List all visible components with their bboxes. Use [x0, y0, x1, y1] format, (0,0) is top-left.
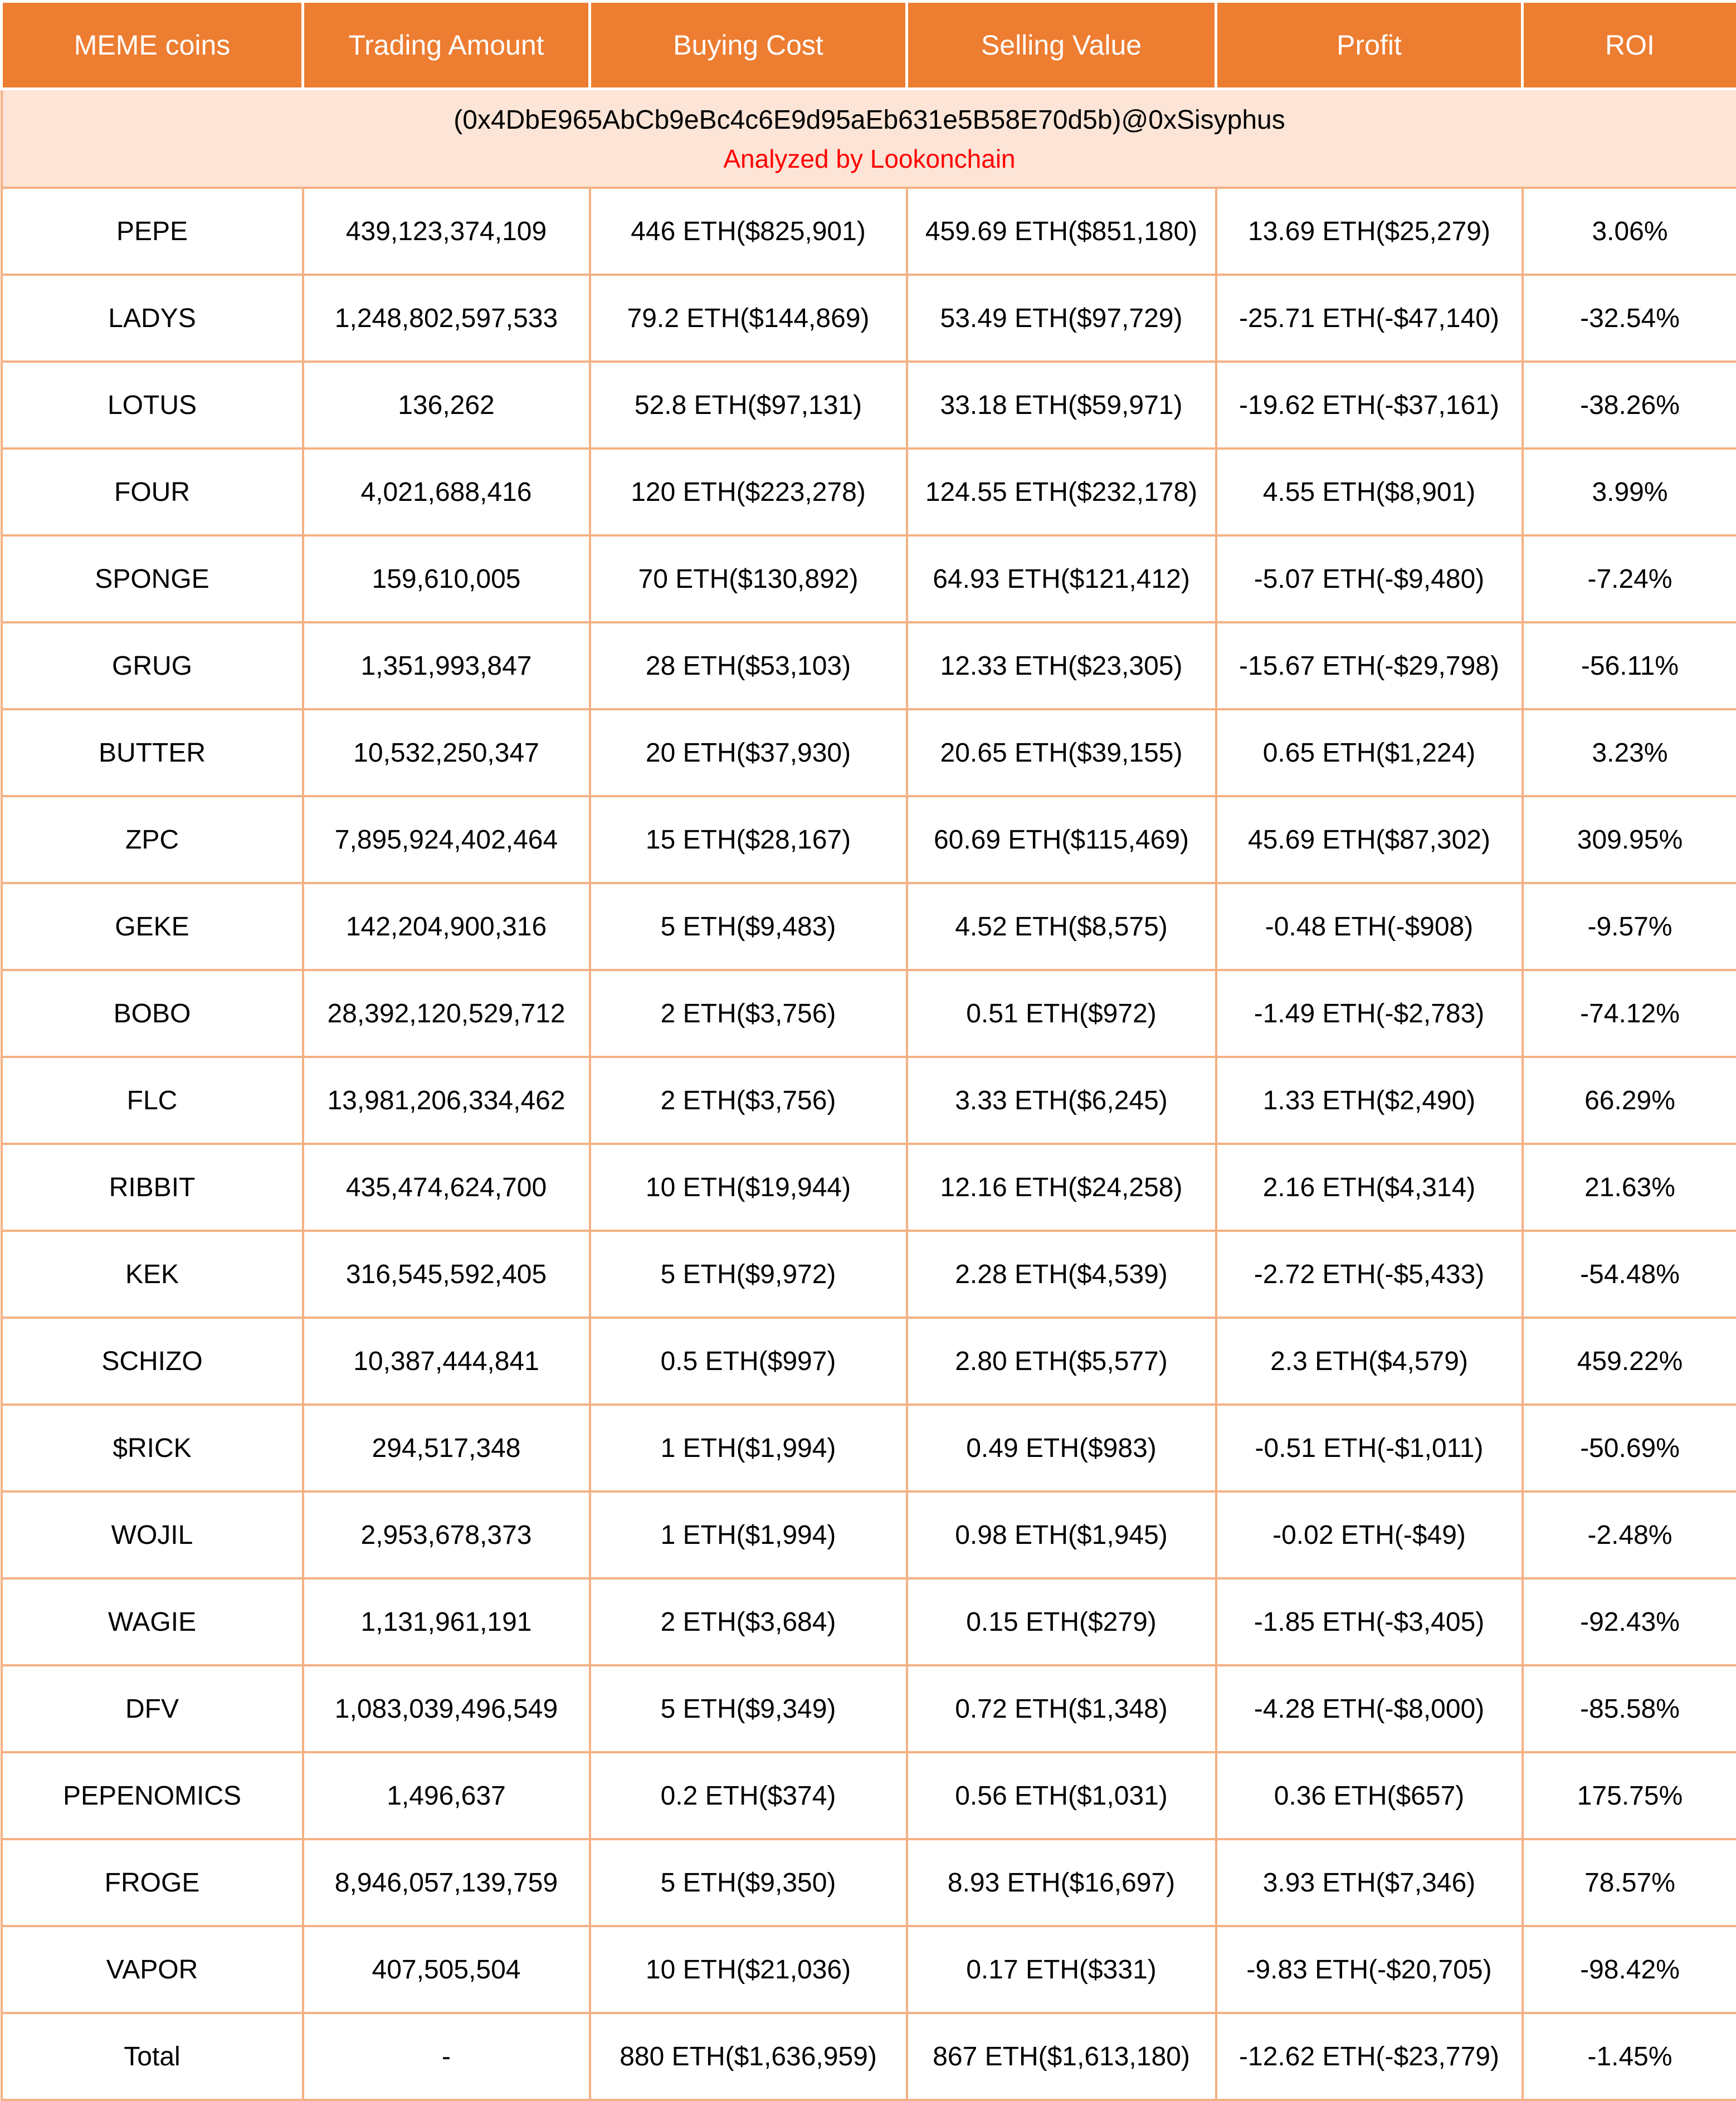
- column-header-selling-value: Selling Value: [907, 2, 1216, 89]
- cell-selling-value: 3.33 ETH($6,245): [907, 1057, 1216, 1144]
- cell-buying-cost: 10 ETH($19,944): [590, 1144, 907, 1231]
- cell-selling-value: 0.56 ETH($1,031): [907, 1752, 1216, 1839]
- column-header-profit: Profit: [1216, 2, 1523, 89]
- cell-selling-value: 124.55 ETH($232,178): [907, 449, 1216, 535]
- cell-profit: -25.71 ETH(-$47,140): [1216, 275, 1523, 362]
- cell-trading-amount: 4,021,688,416: [303, 449, 590, 535]
- cell-selling-value: 0.15 ETH($279): [907, 1578, 1216, 1665]
- cell-coin: LADYS: [2, 275, 303, 362]
- cell-buying-cost: 0.5 ETH($997): [590, 1318, 907, 1405]
- subheader-row: [2, 89, 1736, 188]
- analyzed-by-credit: Analyzed by Lookonchain: [3, 145, 1736, 173]
- cell-buying-cost: 20 ETH($37,930): [590, 709, 907, 796]
- cell-selling-value: 53.49 ETH($97,729): [907, 275, 1216, 362]
- cell-selling-value: 12.33 ETH($23,305): [907, 622, 1216, 709]
- cell-roi: 78.57%: [1523, 1839, 1736, 1926]
- cell-roi: 175.75%: [1523, 1752, 1736, 1839]
- cell-buying-cost: 2 ETH($3,756): [590, 1057, 907, 1144]
- cell-roi: 21.63%: [1523, 1144, 1736, 1231]
- row-sponge: [2, 535, 1736, 622]
- cell-selling-value: 459.69 ETH($851,180): [907, 188, 1216, 275]
- cell-coin: SCHIZO: [2, 1318, 303, 1405]
- cell-selling-value: 0.49 ETH($983): [907, 1405, 1216, 1491]
- cell-coin: $RICK: [2, 1405, 303, 1491]
- cell-selling-value: 64.93 ETH($121,412): [907, 535, 1216, 622]
- cell-buying-cost: 5 ETH($9,349): [590, 1665, 907, 1752]
- wallet-address: (0x4DbE965AbCb9eBc4c6E9d95aEb631e5B58E70d5b)@0xSisyphus: [3, 104, 1736, 137]
- cell-selling-value: 867 ETH($1,613,180): [907, 2013, 1216, 2100]
- cell-roi: -9.57%: [1523, 883, 1736, 970]
- cell-profit: -5.07 ETH(-$9,480): [1216, 535, 1523, 622]
- cell-roi: -7.24%: [1523, 535, 1736, 622]
- cell-trading-amount: 142,204,900,316: [303, 883, 590, 970]
- cell-trading-amount: 10,532,250,347: [303, 709, 590, 796]
- cell-buying-cost: 10 ETH($21,036): [590, 1926, 907, 2013]
- row-dfv: [2, 1665, 1736, 1752]
- row-geke: [2, 883, 1736, 970]
- cell-roi: -54.48%: [1523, 1231, 1736, 1318]
- cell-roi: 309.95%: [1523, 796, 1736, 883]
- cell-buying-cost: 5 ETH($9,483): [590, 883, 907, 970]
- row-four: [2, 449, 1736, 535]
- cell-roi: -92.43%: [1523, 1578, 1736, 1665]
- cell-buying-cost: 70 ETH($130,892): [590, 535, 907, 622]
- cell-roi: 3.23%: [1523, 709, 1736, 796]
- cell-roi: -1.45%: [1523, 2013, 1736, 2100]
- cell-coin: RIBBIT: [2, 1144, 303, 1231]
- subheader-cell: [2, 89, 1736, 188]
- row-vapor: [2, 1926, 1736, 2013]
- column-header-roi: ROI: [1523, 2, 1736, 89]
- cell-coin: KEK: [2, 1231, 303, 1318]
- cell-profit: 45.69 ETH($87,302): [1216, 796, 1523, 883]
- cell-coin: DFV: [2, 1665, 303, 1752]
- row-wagie: [2, 1578, 1736, 1665]
- cell-roi: -74.12%: [1523, 970, 1736, 1057]
- row-rick: [2, 1405, 1736, 1491]
- cell-selling-value: 33.18 ETH($59,971): [907, 362, 1216, 449]
- cell-profit: 0.65 ETH($1,224): [1216, 709, 1523, 796]
- cell-roi: -38.26%: [1523, 362, 1736, 449]
- cell-buying-cost: 2 ETH($3,756): [590, 970, 907, 1057]
- cell-roi: 3.06%: [1523, 188, 1736, 275]
- cell-trading-amount: 2,953,678,373: [303, 1491, 590, 1578]
- cell-trading-amount: 1,496,637: [303, 1752, 590, 1839]
- cell-coin: VAPOR: [2, 1926, 303, 2013]
- row-bobo: [2, 970, 1736, 1057]
- cell-roi: -2.48%: [1523, 1491, 1736, 1578]
- cell-profit: -1.85 ETH(-$3,405): [1216, 1578, 1523, 1665]
- cell-trading-amount: 8,946,057,139,759: [303, 1839, 590, 1926]
- cell-buying-cost: 79.2 ETH($144,869): [590, 275, 907, 362]
- cell-buying-cost: 1 ETH($1,994): [590, 1405, 907, 1491]
- column-header-trading-amount: Trading Amount: [303, 2, 590, 89]
- cell-buying-cost: 28 ETH($53,103): [590, 622, 907, 709]
- cell-buying-cost: 0.2 ETH($374): [590, 1752, 907, 1839]
- cell-trading-amount: 10,387,444,841: [303, 1318, 590, 1405]
- cell-trading-amount: 7,895,924,402,464: [303, 796, 590, 883]
- cell-roi: -98.42%: [1523, 1926, 1736, 2013]
- cell-coin: WAGIE: [2, 1578, 303, 1665]
- cell-selling-value: 2.28 ETH($4,539): [907, 1231, 1216, 1318]
- cell-coin: PEPE: [2, 188, 303, 275]
- cell-coin: BUTTER: [2, 709, 303, 796]
- cell-trading-amount: 1,131,961,191: [303, 1578, 590, 1665]
- cell-coin: FROGE: [2, 1839, 303, 1926]
- cell-coin: GRUG: [2, 622, 303, 709]
- cell-buying-cost: 1 ETH($1,994): [590, 1491, 907, 1578]
- cell-profit: 3.93 ETH($7,346): [1216, 1839, 1523, 1926]
- total-row: [2, 2013, 1736, 2100]
- cell-profit: -0.02 ETH(-$49): [1216, 1491, 1523, 1578]
- cell-trading-amount: 435,474,624,700: [303, 1144, 590, 1231]
- cell-profit: -19.62 ETH(-$37,161): [1216, 362, 1523, 449]
- cell-profit: 4.55 ETH($8,901): [1216, 449, 1523, 535]
- cell-buying-cost: 5 ETH($9,972): [590, 1231, 907, 1318]
- cell-trading-amount: 316,545,592,405: [303, 1231, 590, 1318]
- cell-profit: 13.69 ETH($25,279): [1216, 188, 1523, 275]
- cell-trading-amount: 1,248,802,597,533: [303, 275, 590, 362]
- cell-selling-value: 20.65 ETH($39,155): [907, 709, 1216, 796]
- row-schizo: [2, 1318, 1736, 1405]
- cell-selling-value: 0.51 ETH($972): [907, 970, 1216, 1057]
- cell-trading-amount: -: [303, 2013, 590, 2100]
- row-pepe: [2, 188, 1736, 275]
- cell-profit: 1.33 ETH($2,490): [1216, 1057, 1523, 1144]
- cell-profit: 2.16 ETH($4,314): [1216, 1144, 1523, 1231]
- row-ribbit: [2, 1144, 1736, 1231]
- cell-trading-amount: 13,981,206,334,462: [303, 1057, 590, 1144]
- cell-coin: WOJIL: [2, 1491, 303, 1578]
- cell-trading-amount: 439,123,374,109: [303, 188, 590, 275]
- cell-roi: 66.29%: [1523, 1057, 1736, 1144]
- cell-trading-amount: 294,517,348: [303, 1405, 590, 1491]
- cell-profit: -15.67 ETH(-$29,798): [1216, 622, 1523, 709]
- cell-profit: 0.36 ETH($657): [1216, 1752, 1523, 1839]
- cell-profit: -0.48 ETH(-$908): [1216, 883, 1523, 970]
- cell-trading-amount: 136,262: [303, 362, 590, 449]
- row-flc: [2, 1057, 1736, 1144]
- cell-roi: -85.58%: [1523, 1665, 1736, 1752]
- cell-coin: ZPC: [2, 796, 303, 883]
- cell-profit: -9.83 ETH(-$20,705): [1216, 1926, 1523, 2013]
- cell-coin: GEKE: [2, 883, 303, 970]
- column-header-buying-cost: Buying Cost: [590, 2, 907, 89]
- cell-profit: -1.49 ETH(-$2,783): [1216, 970, 1523, 1057]
- cell-buying-cost: 880 ETH($1,636,959): [590, 2013, 907, 2100]
- row-wojil: [2, 1491, 1736, 1578]
- cell-profit: -4.28 ETH(-$8,000): [1216, 1665, 1523, 1752]
- cell-selling-value: 8.93 ETH($16,697): [907, 1839, 1216, 1926]
- cell-selling-value: 12.16 ETH($24,258): [907, 1144, 1216, 1231]
- cell-roi: 3.99%: [1523, 449, 1736, 535]
- cell-coin: SPONGE: [2, 535, 303, 622]
- row-froge: [2, 1839, 1736, 1926]
- cell-selling-value: 0.98 ETH($1,945): [907, 1491, 1216, 1578]
- cell-buying-cost: 446 ETH($825,901): [590, 188, 907, 275]
- row-kek: [2, 1231, 1736, 1318]
- cell-coin: LOTUS: [2, 362, 303, 449]
- cell-buying-cost: 5 ETH($9,350): [590, 1839, 907, 1926]
- cell-coin: Total: [2, 2013, 303, 2100]
- cell-trading-amount: 1,083,039,496,549: [303, 1665, 590, 1752]
- row-butter: [2, 709, 1736, 796]
- cell-trading-amount: 28,392,120,529,712: [303, 970, 590, 1057]
- cell-coin: PEPENOMICS: [2, 1752, 303, 1839]
- cell-trading-amount: 159,610,005: [303, 535, 590, 622]
- cell-buying-cost: 15 ETH($28,167): [590, 796, 907, 883]
- cell-trading-amount: 407,505,504: [303, 1926, 590, 2013]
- cell-profit: -12.62 ETH(-$23,779): [1216, 2013, 1523, 2100]
- cell-selling-value: 4.52 ETH($8,575): [907, 883, 1216, 970]
- cell-roi: 459.22%: [1523, 1318, 1736, 1405]
- cell-profit: 2.3 ETH($4,579): [1216, 1318, 1523, 1405]
- cell-selling-value: 2.80 ETH($5,577): [907, 1318, 1216, 1405]
- column-header-meme-coins: MEME coins: [2, 2, 303, 89]
- cell-buying-cost: 52.8 ETH($97,131): [590, 362, 907, 449]
- cell-coin: FOUR: [2, 449, 303, 535]
- cell-roi: -50.69%: [1523, 1405, 1736, 1491]
- header-row: [2, 2, 1736, 89]
- row-ladys: [2, 275, 1736, 362]
- cell-selling-value: 60.69 ETH($115,469): [907, 796, 1216, 883]
- cell-roi: -32.54%: [1523, 275, 1736, 362]
- row-zpc: [2, 796, 1736, 883]
- row-lotus: [2, 362, 1736, 449]
- cell-selling-value: 0.17 ETH($331): [907, 1926, 1216, 2013]
- cell-coin: BOBO: [2, 970, 303, 1057]
- cell-buying-cost: 120 ETH($223,278): [590, 449, 907, 535]
- cell-profit: -2.72 ETH(-$5,433): [1216, 1231, 1523, 1318]
- cell-coin: FLC: [2, 1057, 303, 1144]
- cell-roi: -56.11%: [1523, 622, 1736, 709]
- row-grug: [2, 622, 1736, 709]
- cell-buying-cost: 2 ETH($3,684): [590, 1578, 907, 1665]
- cell-selling-value: 0.72 ETH($1,348): [907, 1665, 1216, 1752]
- cell-trading-amount: 1,351,993,847: [303, 622, 590, 709]
- row-pepenomics: [2, 1752, 1736, 1839]
- cell-profit: -0.51 ETH(-$1,011): [1216, 1405, 1523, 1491]
